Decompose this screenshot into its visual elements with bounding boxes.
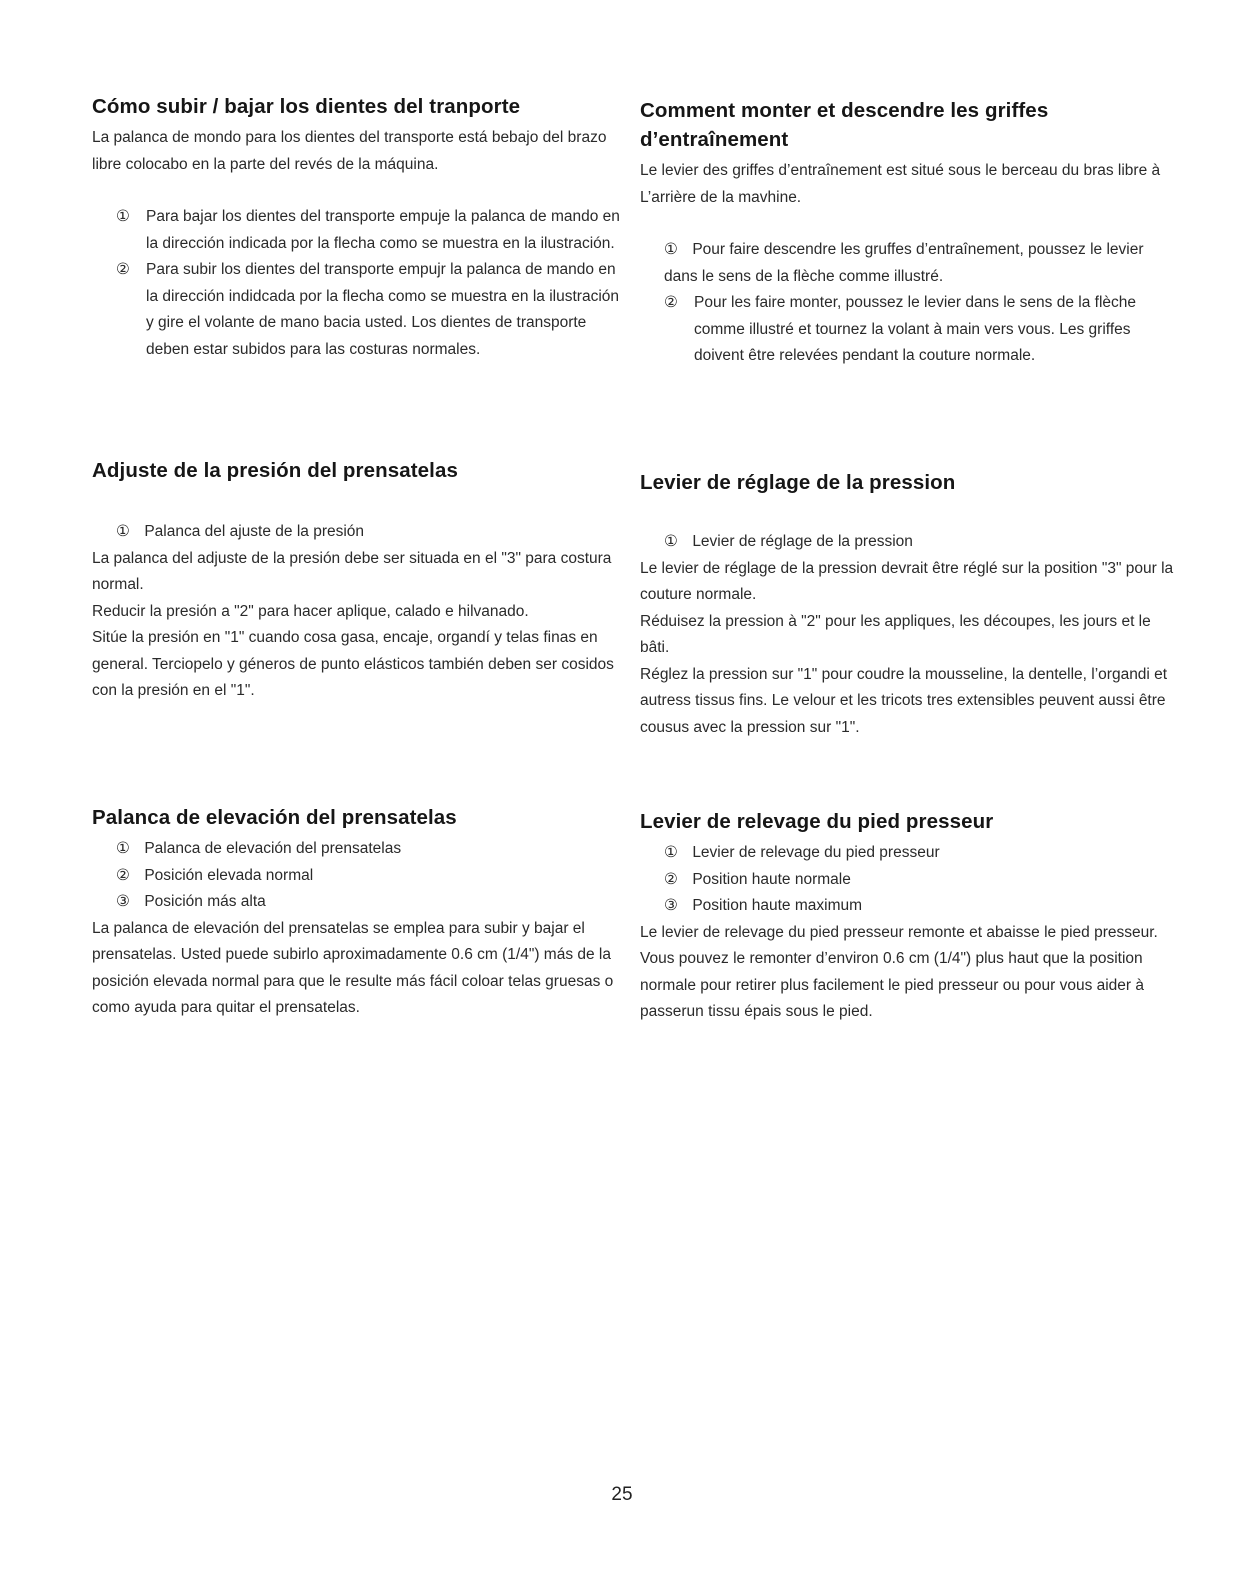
list-item — [664, 290, 1175, 370]
circled-number-icon: ① — [664, 241, 678, 258]
list-item-text: Posición más alta — [144, 893, 266, 910]
list-item-text: Para bajar los dientes del transporte empuje la palanca de mando en la dirección indicada por la flecha como se muestra en la ilustración. — [146, 208, 620, 252]
list-item — [92, 863, 622, 890]
list-item-text: Pour faire descendre les gruffes d’entraînement, poussez le levier dans le sens de la flèche comme illustré. — [664, 241, 1144, 285]
circled-number-icon: ① — [664, 533, 678, 550]
paragraph: Réglez la pression sur "1" pour coudre la mousseline, la dentelle, l’organdi et autress tissus fins. Le velour et les tricots tres extensibles peuvent aussi être cousus avec la pression sur "1". — [640, 665, 1168, 736]
circled-number-icon: ① — [664, 844, 678, 861]
section-title: Levier de relevage du pied presseur — [640, 810, 994, 833]
list-item-text: Palanca de elevación del prensatelas — [144, 840, 402, 857]
list-item — [116, 204, 622, 257]
paragraph: Le levier de relevage du pied presseur remonte et abaisse le pied presseur. Vous pouvez le remonter d’environ 0.6 cm (1/4") plus haut que la position normale pour retirer plus facilement le pied presseur ou pour vous aider à passerun tissu épais sous le pied. — [640, 923, 1158, 1020]
circled-number-icon: ② — [664, 294, 678, 311]
paragraph: Réduisez la pression à "2" pour les appliques, les découpes, les jours et le bâti. — [640, 612, 1151, 656]
list-item-text: Posición elevada normal — [144, 866, 314, 884]
paragraph: Sitúe la presión en "1" cuando cosa gasa, encaje, organdí y telas finas en general. Terciopelo y géneros de punto elásticos también deben ser cosidos con la presión en el "1". — [92, 629, 614, 699]
list-item — [116, 257, 622, 363]
section-es-feed-dogs — [92, 92, 622, 363]
circled-number-icon: ① — [116, 208, 130, 225]
section-title: Cómo subir / bajar los dientes del tranporte — [92, 95, 521, 118]
circled-number-icon: ② — [664, 870, 678, 888]
section-fr-feed-dogs — [640, 96, 1175, 370]
list-item-text: Levier de relevage du pied presseur — [692, 844, 940, 861]
section-title: Comment monter et descendre les griffes d’entraînement — [640, 99, 1049, 151]
list-item — [640, 893, 1175, 920]
list-item — [92, 836, 622, 863]
section-es-presser-lift — [92, 803, 622, 1022]
circled-number-icon: ① — [116, 523, 130, 540]
page-number: 25 — [611, 1484, 633, 1505]
list-item — [640, 529, 1175, 556]
list-item — [92, 519, 622, 546]
section-fr-presser-lift — [640, 807, 1175, 1026]
list-item-text: Levier de réglage de la pression — [692, 533, 913, 550]
list-item-text: Palanca del ajuste de la presión — [144, 523, 365, 540]
list-item-text: Position haute normale — [692, 870, 851, 888]
list-item — [664, 237, 1175, 290]
paragraph: Le levier des griffes d’entraînement est situé sous le berceau du bras libre à L’arrière de la mavhine. — [640, 162, 1161, 206]
circled-number-icon: ③ — [664, 897, 678, 914]
list-item-text: Para subir los dientes del transporte empujr la palanca de mando en la dirección indidcada por la flecha como se muestra en la ilustración y gire el volante de mano bacia usted. Los dientes de transporte deben estar subidos para las costuras normales. — [146, 261, 619, 358]
circled-number-icon: ① — [116, 840, 130, 857]
list-item — [640, 867, 1175, 894]
circled-number-icon: ③ — [116, 893, 130, 910]
circled-number-icon: ② — [116, 866, 130, 884]
section-title: Levier de réglage de la pression — [640, 471, 956, 494]
list-item-text: Position haute maximum — [692, 897, 863, 914]
paragraph: Le levier de réglage de la pression devrait être réglé sur la position "3" pour la couture normale. — [640, 559, 1174, 603]
list-item — [92, 889, 622, 916]
circled-number-icon: ② — [116, 261, 130, 278]
section-title: Palanca de elevación del prensatelas — [92, 806, 457, 829]
paragraph: La palanca de elevación del prensatelas se emplea para subir y bajar el prensatelas. Usted puede subirlo aproximadamente 0.6 cm (1/4") más de la posición elevada normal para que le resulte más fácil coloar telas gruesas o como ayuda para quitar el prensatelas. — [92, 919, 614, 1016]
section-es-pressure — [92, 456, 622, 705]
paragraph: La palanca del adjuste de la presión debe ser situada en el "3" para costura normal. — [92, 549, 612, 593]
section-title: Adjuste de la presión del prensatelas — [92, 459, 458, 482]
section-fr-pressure — [640, 468, 1175, 741]
list-item — [640, 840, 1175, 867]
list-item-text: Pour les faire monter, poussez le levier dans le sens de la flèche comme illustré et tournez la volant à main vers vous. Les griffes doivent être relevées pendant la couture normale. — [694, 294, 1136, 364]
paragraph: Reducir la presión a "2" para hacer aplique, calado e hilvanado. — [92, 602, 529, 620]
paragraph: La palanca de mondo para los dientes del transporte está bebajo del brazo libre colocabo en la parte del revés de la máquina. — [92, 129, 607, 173]
